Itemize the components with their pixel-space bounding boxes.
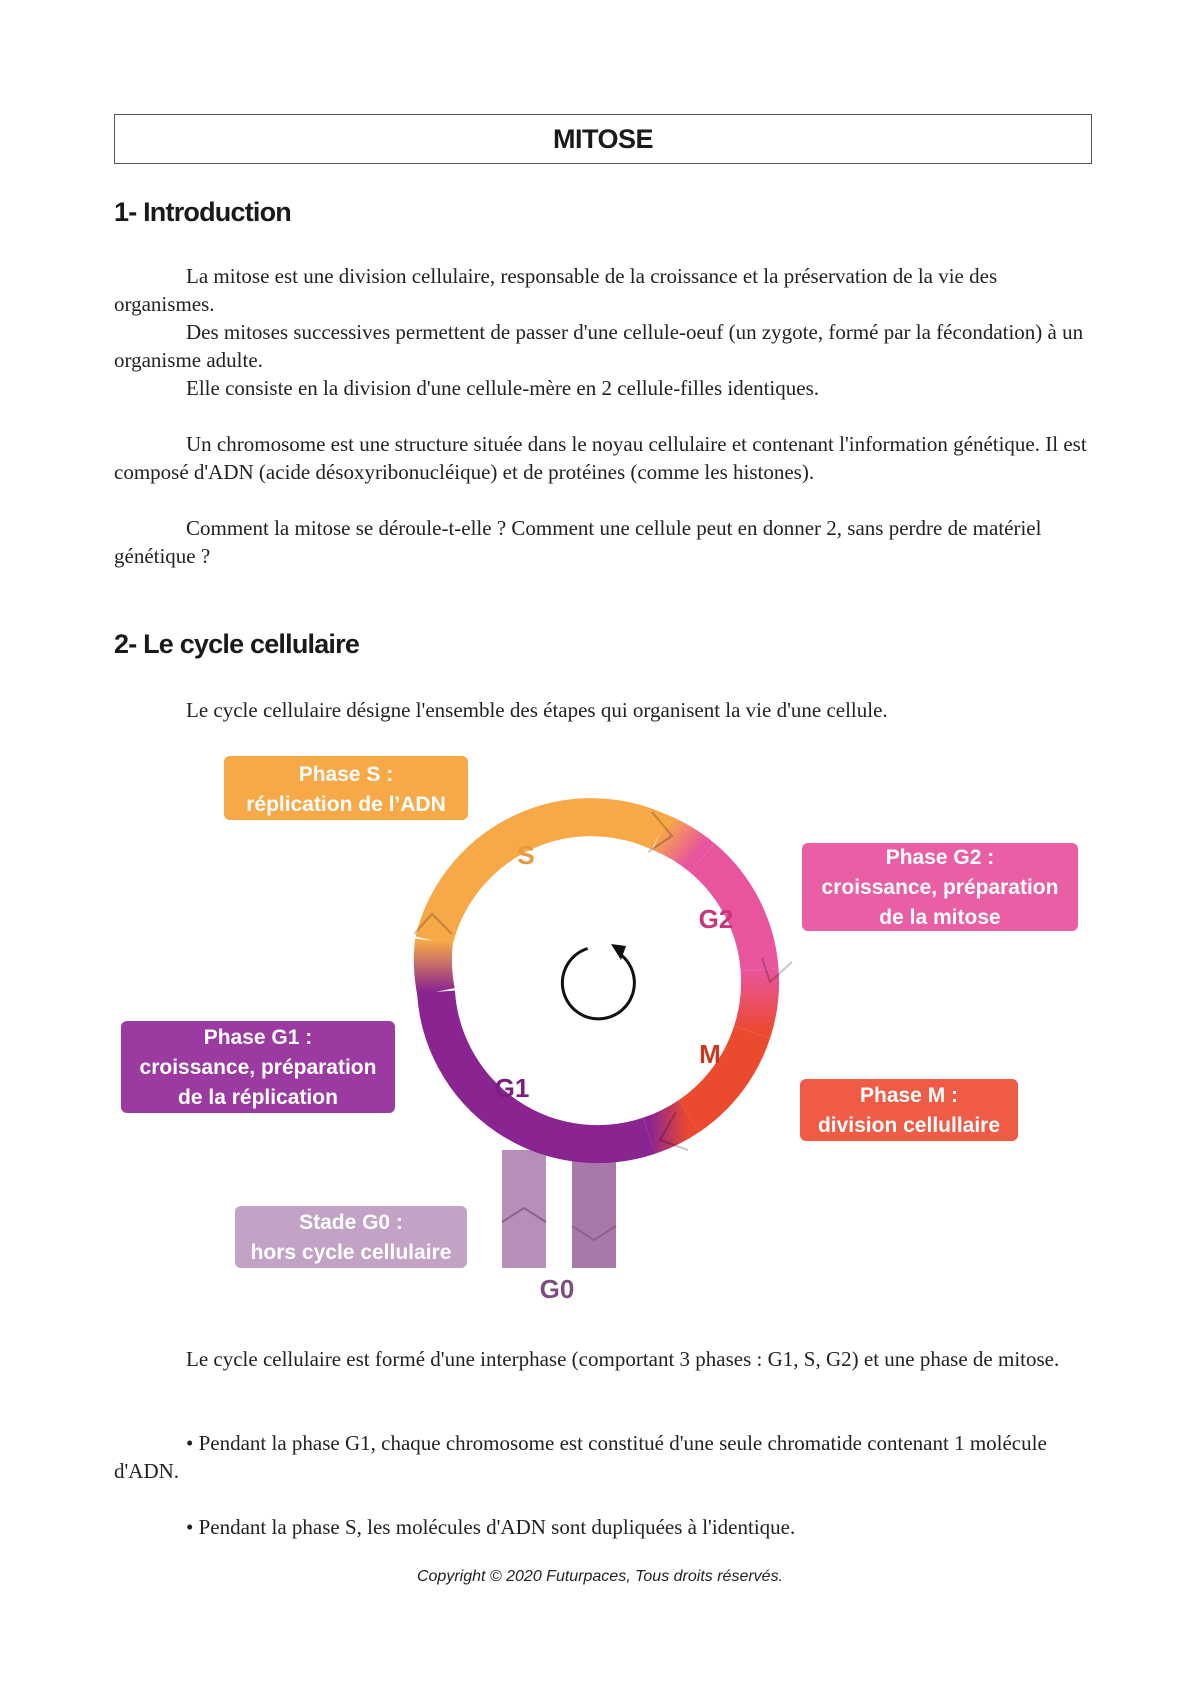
phase-s-desc: réplication de l’ADN bbox=[246, 793, 446, 816]
phase-g2-title: Phase G2 : bbox=[885, 846, 995, 869]
copyright-footer: Copyright © 2020 Futurpaces, Tous droits réservés. bbox=[416, 1568, 784, 1585]
paragraph: Un chromosome est une structure située dans le noyau cellulaire et contenant l'information génétique. Il est composé d'ADN (acide désoxyribonucléique) et de protéines (comme les histones). bbox=[114, 432, 1087, 484]
stage-g0-title: Stade G0 : bbox=[299, 1211, 403, 1234]
section-heading-cycle: 2- Le cycle cellulaire bbox=[114, 629, 360, 659]
stage-g0-desc: hors cycle cellulaire bbox=[250, 1241, 452, 1264]
ring-arc-transition-s-g2 bbox=[660, 832, 702, 857]
g0-branch-right bbox=[572, 1150, 616, 1268]
ring-arc-transition-g1-s bbox=[433, 941, 436, 992]
bullet-paragraph: • Pendant la phase G1, chaque chromosome est constitué d'une seule chromatide contenant 1 molécule d'ADN. bbox=[114, 1431, 1047, 1483]
phase-g2-desc-1: croissance, préparation bbox=[821, 876, 1059, 899]
phase-g1-desc-1: croissance, préparation bbox=[139, 1056, 377, 1079]
phase-g2-desc-2: de la mitose bbox=[879, 906, 1001, 929]
paragraph: Le cycle cellulaire désigne l'ensemble des étapes qui organisent la vie d'une cellule. bbox=[186, 698, 888, 722]
phase-s-title: Phase S : bbox=[298, 763, 394, 786]
bullet-paragraph: • Pendant la phase S, les molécules d'ADN sont dupliquées à l'identique. bbox=[186, 1515, 796, 1539]
title-box bbox=[114, 114, 1092, 164]
paragraph: Comment la mitose se déroule-t-elle ? Comment une cellule peut en donner 2, sans perdre de matériel génétique ? bbox=[114, 516, 1042, 568]
phase-m-desc: division cellullaire bbox=[817, 1114, 1001, 1137]
cycle-ring bbox=[433, 817, 760, 1144]
ring-label-g1: G1 bbox=[494, 1073, 530, 1103]
cycle-arrow-icon bbox=[562, 944, 634, 1019]
ring-arc-transition-g2-m bbox=[752, 970, 760, 1032]
paragraph: La mitose est une division cellulaire, responsable de la croissance et la préservation de la vie des organismes. bbox=[114, 264, 998, 316]
paragraph: Des mitoses successives permettent de passer d'une cellule-oeuf (un zygote, formé par la fécondation) à un organisme adulte. bbox=[114, 320, 1084, 372]
ring-arc-s bbox=[434, 817, 660, 941]
phase-g1-desc-2: de la réplication bbox=[178, 1086, 338, 1109]
ring-label-m: M bbox=[699, 1039, 721, 1069]
ring-label-g0: G0 bbox=[539, 1274, 575, 1304]
ring-label-g2: G2 bbox=[698, 904, 734, 934]
phase-g1-title: Phase G1 : bbox=[203, 1026, 313, 1049]
phase-s-box bbox=[224, 756, 468, 820]
phase-g2-box bbox=[802, 843, 1078, 931]
stage-g0-box bbox=[235, 1206, 467, 1268]
ring-label-s: S bbox=[517, 840, 535, 870]
paragraph: Elle consiste en la division d'une cellule-mère en 2 cellule-filles identiques. bbox=[186, 376, 819, 400]
phase-m-box bbox=[800, 1079, 1018, 1141]
phase-m-title: Phase M : bbox=[859, 1084, 959, 1107]
section-heading-introduction: 1- Introduction bbox=[114, 197, 291, 227]
g0-branch bbox=[502, 1150, 616, 1268]
paragraph: Le cycle cellulaire est formé d'une interphase (comportant 3 phases : G1, S, G2) et une phase de mitose. bbox=[186, 1347, 1060, 1371]
phase-g1-box bbox=[121, 1021, 395, 1113]
cell-cycle-diagram bbox=[0, 740, 1200, 1320]
page-title: MITOSE bbox=[552, 123, 654, 154]
